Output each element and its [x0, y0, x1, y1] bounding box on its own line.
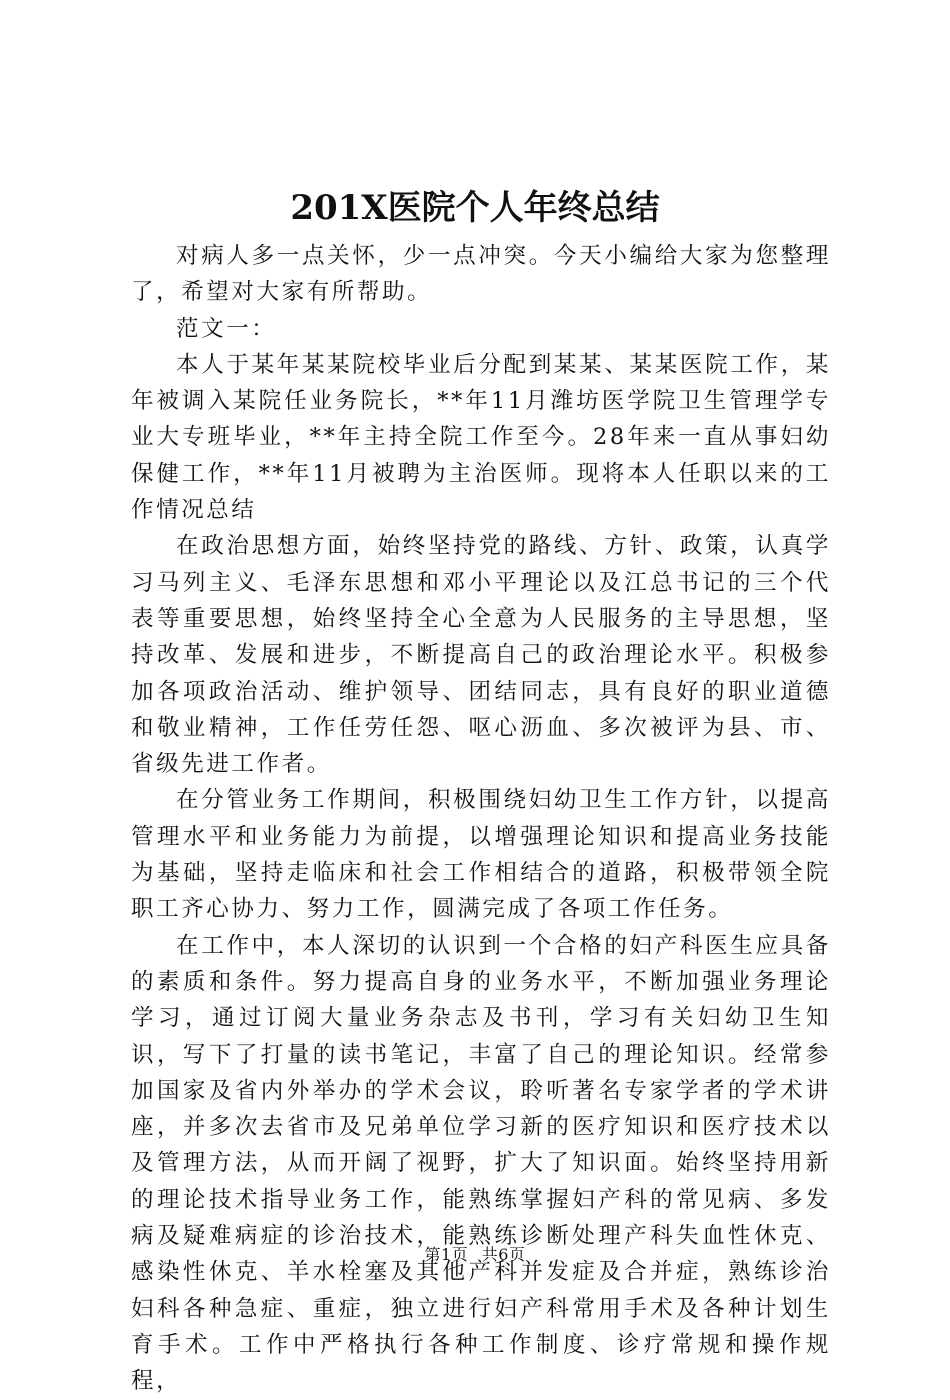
- document-body: [131, 238, 831, 1400]
- work-paragraph: 在工作中，本人深切的认识到一个合格的妇产科医生应具备的素质和条件。努力提高自身的业务水平，不断加强业务理论学习，通过订阅大量业务杂志及书刊，学习有关妇幼卫生知识，写下了打量的读书笔记，丰富了自己的理论知识。经常参加国家及省内外举办的学术会议，聆听著名专家学者的学术讲座，并多次去省市及兄弟单位学习新的医疗知识和医疗技术以及管理方法，从而开阔了视野，扩大了知识面。始终坚持用新的理论技术指导业务工作，能熟练掌握妇产科的常见病、多发病及疑难病症的诊治技术，能熟练诊断处理产科失血性休克、感染性休克、羊水栓塞及其他产科并发症及合并症，熟练诊治妇科各种急症、重症，独立进行妇产科常用手术及各种计划生育手术。工作中严格执行各种工作制度、诊疗常规和操作规程，: [131, 932, 831, 1395]
- management-paragraph: 在分管业务工作期间，积极围绕妇幼卫生工作方针，以提高管理水平和业务能力为前提，以增强理论知识和提高业务技能为基础，坚持走临床和社会工作相结合的道路，积极带领全院职工齐心协力、努力工作，圆满完成了各项工作任务。: [131, 787, 831, 923]
- background-paragraph: 本人于某年某某院校毕业后分配到某某、某某医院工作，某年被调入某院任业务院长，**年11月潍坊医学院卫生管理学专业大专班毕业，**年主持全院工作至今。28年来一直从事妇幼保健工作，**年11月被聘为主治医师。现将本人任职以来的工作情况总结: [131, 351, 831, 524]
- document-title: 201X医院个人年终总结: [290, 188, 660, 228]
- sample-heading: 范文一：: [176, 315, 277, 342]
- page-number: 第1页: [424, 1245, 469, 1264]
- intro-paragraph: 对病人多一点关怀，少一点冲突。今天小编给大家为您整理了，希望对大家有所帮助。: [131, 243, 831, 306]
- page-footer: [0, 1243, 950, 1267]
- political-paragraph: 在政治思想方面，始终坚持党的路线、方针、政策，认真学习马列主义、毛泽东思想和邓小平理论以及江总书记的三个代表等重要思想，始终坚持全心全意为人民服务的主导思想，坚持改革、发展和进步，不断提高自己的政治理论水平。积极参加各项政治活动、维护领导、团结同志，具有良好的职业道德和敬业精神，工作任劳任怨、呕心沥血、多次被评为县、市、省级先进工作者。: [131, 533, 831, 778]
- total-pages: 共6页: [481, 1245, 526, 1264]
